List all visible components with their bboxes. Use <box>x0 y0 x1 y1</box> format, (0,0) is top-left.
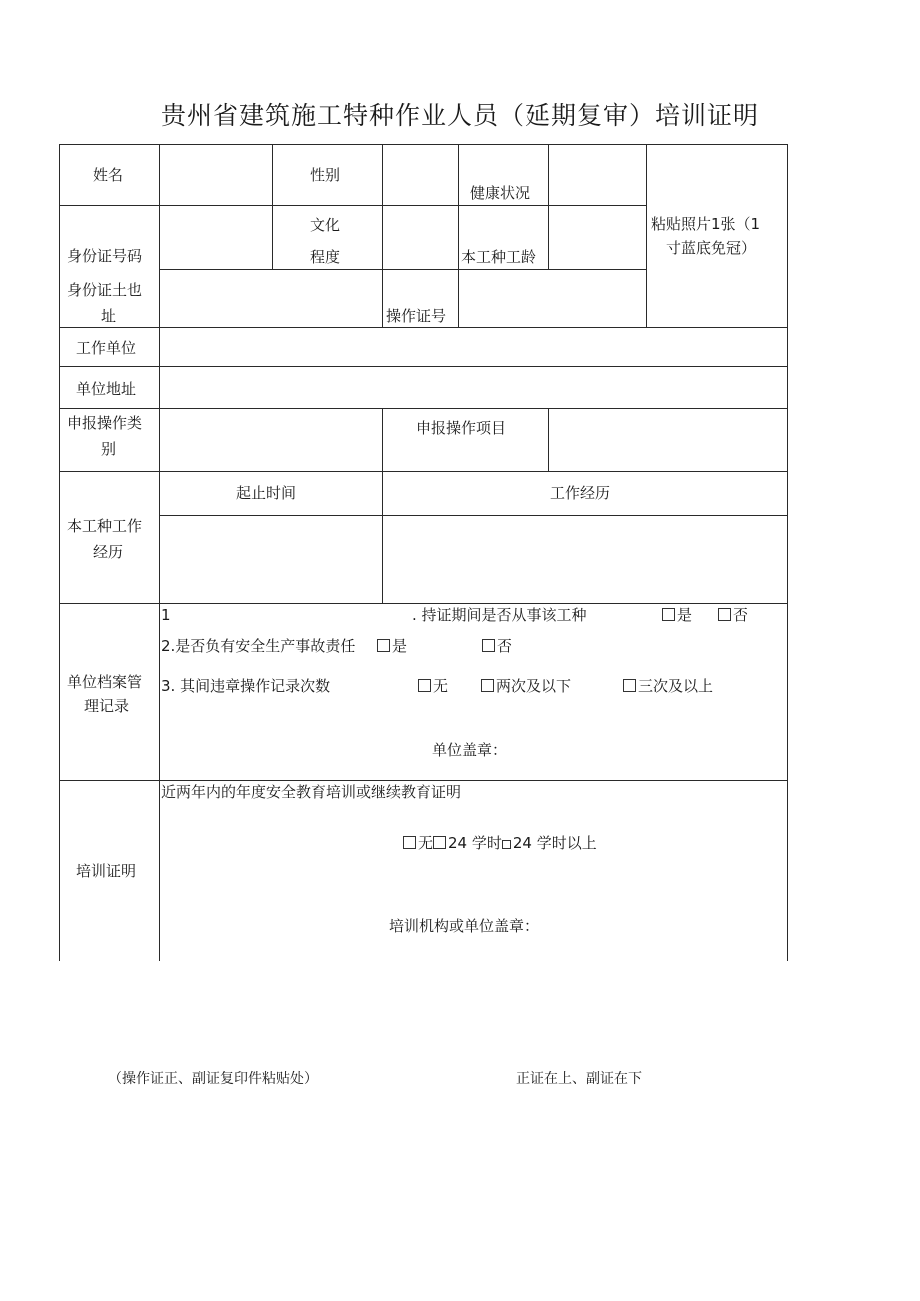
records-label-line1: 单位档案管 <box>67 673 143 691</box>
page-title: 贵州省建筑施工特种作业人员（延期复审）培训证明 <box>160 101 759 130</box>
training-options <box>403 832 597 854</box>
checkbox-icon <box>403 836 416 849</box>
q3-option-two-or-less[interactable] <box>481 675 571 697</box>
training-option-24h[interactable] <box>433 834 502 852</box>
footer-order-note: 正证在上、副证在下 <box>516 1071 642 1087</box>
id-address-label-line1: 身份证土也 <box>67 281 143 299</box>
training-opt1-label: 无 <box>418 834 434 852</box>
name-label: 姓名 <box>93 166 124 184</box>
checkbox-icon <box>481 679 494 692</box>
checkbox-icon <box>502 840 511 849</box>
q2-no-option[interactable] <box>482 635 512 657</box>
q3-text: 3. 其间违章操作记录次数 <box>161 677 331 695</box>
checkbox-icon <box>433 836 446 849</box>
q2-yes-label: 是 <box>392 637 408 655</box>
q1-yes-label: 是 <box>677 606 693 624</box>
footer-paste-note: （操作证正、副证复印件粘贴处） <box>108 1071 318 1087</box>
q1-yes-option[interactable] <box>662 604 692 626</box>
training-option-none[interactable] <box>403 834 433 852</box>
training-opt3-label: 24 学时以上 <box>512 834 597 852</box>
q3-opt2-label: 两次及以下 <box>496 677 572 695</box>
q1-number: 1 <box>161 606 171 624</box>
q3-opt3-label: 三次及以上 <box>638 677 714 695</box>
period-header: 起止时间 <box>236 484 297 502</box>
checkbox-icon <box>662 608 675 621</box>
checkbox-icon <box>377 639 390 652</box>
photo-note-line2: 寸蓝底免冠） <box>666 239 757 257</box>
training-label: 培训证明 <box>76 862 137 880</box>
years-in-trade-label: 本工种工龄 <box>461 248 537 266</box>
q3-option-none[interactable] <box>418 675 448 697</box>
op-category-label-line1: 申报操作类 <box>67 414 143 432</box>
id-address-label-line2: 址 <box>101 307 117 325</box>
q1-no-option[interactable] <box>718 604 748 626</box>
id-number-label: 身份证号码 <box>67 247 143 265</box>
training-desc: 近两年内的年度安全教育培训或继续教育证明 <box>161 783 462 801</box>
q1-no-label: 否 <box>733 606 749 624</box>
q2-no-label: 否 <box>497 637 513 655</box>
training-option-24h-plus[interactable] <box>502 834 597 852</box>
q2-yes-option[interactable] <box>377 635 407 657</box>
op-item-label: 申报操作项目 <box>416 419 507 437</box>
education-label-line2: 程度 <box>310 248 341 266</box>
checkbox-icon <box>718 608 731 621</box>
training-seal-label: 培训机构或单位盖章： <box>389 917 540 935</box>
work-history-label-line2: 经历 <box>93 543 124 561</box>
records-label-line2: 理记录 <box>84 697 130 715</box>
op-category-label-line2: 别 <box>101 440 117 458</box>
unit-seal-label: 单位盖章： <box>432 741 508 759</box>
training-opt2-label: 24 学时 <box>448 834 502 852</box>
q1-text: . 持证期间是否从事该工种 <box>412 606 587 624</box>
checkbox-icon <box>418 679 431 692</box>
checkbox-icon <box>482 639 495 652</box>
employer-label: 工作单位 <box>76 339 137 357</box>
work-history-label-line1: 本工种工作 <box>67 517 143 535</box>
q3-option-three-or-more[interactable] <box>623 675 713 697</box>
q2-text: 2.是否负有安全生产事故责任 <box>161 637 356 655</box>
photo-note-line1: 粘贴照片1张（1 <box>651 215 761 233</box>
employer-address-label: 单位地址 <box>76 380 137 398</box>
experience-header: 工作经历 <box>550 484 611 502</box>
q3-opt1-label: 无 <box>433 677 449 695</box>
gender-label: 性别 <box>310 166 341 184</box>
operation-cert-no-label: 操作证号 <box>386 307 447 325</box>
checkbox-icon <box>623 679 636 692</box>
education-label-line1: 文化 <box>310 216 341 234</box>
health-label: 健康状况 <box>470 184 531 202</box>
